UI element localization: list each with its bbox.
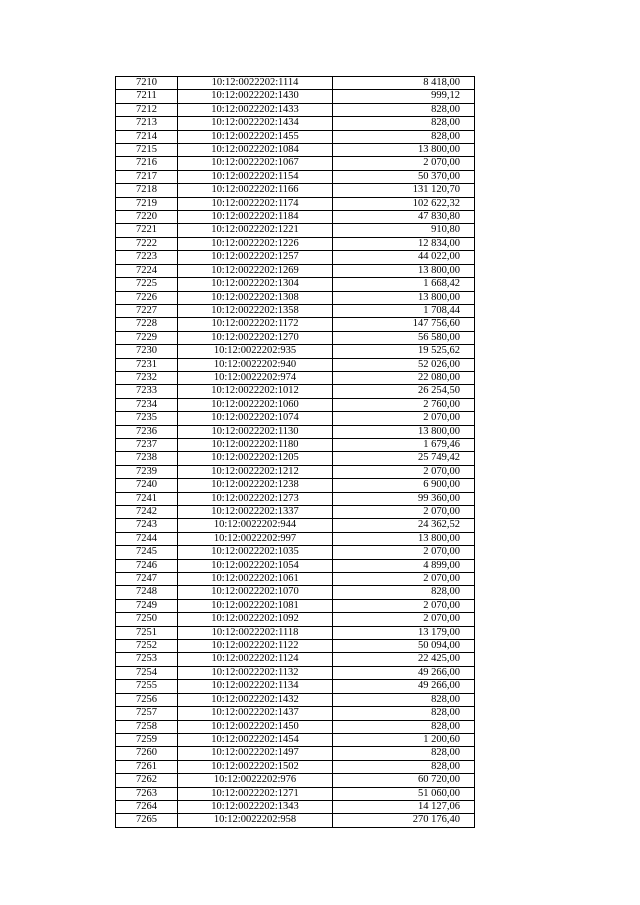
row-number-cell: 7257 [116, 707, 178, 720]
cadastral-number-cell: 10:12:0022202:1074 [178, 412, 333, 425]
row-number-cell: 7241 [116, 492, 178, 505]
value-cell: 4 899,00 [333, 559, 475, 572]
table-row [116, 130, 475, 143]
row-number-cell: 7232 [116, 371, 178, 384]
cadastral-number-cell: 10:12:0022202:1114 [178, 77, 333, 90]
row-number-cell: 7231 [116, 358, 178, 371]
value-cell: 51 060,00 [333, 787, 475, 800]
row-number-cell: 7212 [116, 103, 178, 116]
cadastral-number-cell: 10:12:0022202:1184 [178, 211, 333, 224]
cadastral-number-cell: 10:12:0022202:1092 [178, 613, 333, 626]
value-cell: 2 070,00 [333, 573, 475, 586]
value-cell: 13 179,00 [333, 626, 475, 639]
row-number-cell: 7224 [116, 264, 178, 277]
cadastral-number-cell: 10:12:0022202:1358 [178, 304, 333, 317]
row-number-cell: 7218 [116, 184, 178, 197]
cadastral-number-cell: 10:12:0022202:1070 [178, 586, 333, 599]
row-number-cell: 7223 [116, 251, 178, 264]
row-number-cell: 7262 [116, 774, 178, 787]
cadastral-number-cell: 10:12:0022202:1035 [178, 546, 333, 559]
value-cell: 50 370,00 [333, 170, 475, 183]
row-number-cell: 7216 [116, 157, 178, 170]
cadastral-number-cell: 10:12:0022202:1343 [178, 800, 333, 813]
row-number-cell: 7243 [116, 519, 178, 532]
value-cell: 828,00 [333, 693, 475, 706]
row-number-cell: 7253 [116, 653, 178, 666]
table-row [116, 760, 475, 773]
table-row [116, 666, 475, 679]
value-cell: 828,00 [333, 103, 475, 116]
row-number-cell: 7254 [116, 666, 178, 679]
cadastral-number-cell: 10:12:0022202:1430 [178, 90, 333, 103]
row-number-cell: 7248 [116, 586, 178, 599]
table-row [116, 707, 475, 720]
row-number-cell: 7238 [116, 452, 178, 465]
cadastral-number-cell: 10:12:0022202:1433 [178, 103, 333, 116]
table-row [116, 586, 475, 599]
value-cell: 828,00 [333, 747, 475, 760]
table-row [116, 680, 475, 693]
row-number-cell: 7221 [116, 224, 178, 237]
row-number-cell: 7220 [116, 211, 178, 224]
cadastral-number-cell: 10:12:0022202:1454 [178, 733, 333, 746]
cadastral-number-cell: 10:12:0022202:1124 [178, 653, 333, 666]
row-number-cell: 7227 [116, 304, 178, 317]
value-cell: 49 266,00 [333, 680, 475, 693]
value-cell: 19 525,62 [333, 345, 475, 358]
cadastral-number-cell: 10:12:0022202:1337 [178, 506, 333, 519]
table-row [116, 720, 475, 733]
table-row [116, 733, 475, 746]
cadastral-number-cell: 10:12:0022202:1226 [178, 237, 333, 250]
table-row [116, 412, 475, 425]
cadastral-number-cell: 10:12:0022202:1067 [178, 157, 333, 170]
cadastral-number-cell: 10:12:0022202:1118 [178, 626, 333, 639]
cadastral-number-cell: 10:12:0022202:1238 [178, 479, 333, 492]
row-number-cell: 7235 [116, 412, 178, 425]
value-cell: 50 094,00 [333, 640, 475, 653]
cadastral-number-cell: 10:12:0022202:1221 [178, 224, 333, 237]
value-cell: 828,00 [333, 760, 475, 773]
row-number-cell: 7250 [116, 613, 178, 626]
table-row [116, 211, 475, 224]
row-number-cell: 7225 [116, 278, 178, 291]
cadastral-number-cell: 10:12:0022202:1154 [178, 170, 333, 183]
cadastral-number-cell: 10:12:0022202:940 [178, 358, 333, 371]
table-row [116, 774, 475, 787]
table-row [116, 438, 475, 451]
cadastral-number-cell: 10:12:0022202:1212 [178, 465, 333, 478]
cadastral-number-cell: 10:12:0022202:958 [178, 814, 333, 827]
value-cell: 6 900,00 [333, 479, 475, 492]
cadastral-number-cell: 10:12:0022202:1060 [178, 398, 333, 411]
table-row [116, 653, 475, 666]
table-row [116, 144, 475, 157]
table-row [116, 264, 475, 277]
cadastral-number-cell: 10:12:0022202:1308 [178, 291, 333, 304]
value-cell: 147 756,60 [333, 318, 475, 331]
table-row [116, 304, 475, 317]
table-row [116, 77, 475, 90]
row-number-cell: 7263 [116, 787, 178, 800]
cadastral-number-cell: 10:12:0022202:944 [178, 519, 333, 532]
cadastral-number-cell: 10:12:0022202:1257 [178, 251, 333, 264]
table-row [116, 573, 475, 586]
table-row [116, 532, 475, 545]
table-row [116, 157, 475, 170]
value-cell: 828,00 [333, 707, 475, 720]
row-number-cell: 7210 [116, 77, 178, 90]
row-number-cell: 7237 [116, 438, 178, 451]
row-number-cell: 7256 [116, 693, 178, 706]
table-row [116, 170, 475, 183]
row-number-cell: 7233 [116, 385, 178, 398]
cadastral-number-cell: 10:12:0022202:1270 [178, 331, 333, 344]
cadastral-number-cell: 10:12:0022202:1450 [178, 720, 333, 733]
table-row [116, 103, 475, 116]
table-row [116, 278, 475, 291]
table-row [116, 559, 475, 572]
row-number-cell: 7226 [116, 291, 178, 304]
table-row [116, 626, 475, 639]
cadastral-number-cell: 10:12:0022202:1166 [178, 184, 333, 197]
row-number-cell: 7261 [116, 760, 178, 773]
cadastral-number-cell: 10:12:0022202:1180 [178, 438, 333, 451]
row-number-cell: 7260 [116, 747, 178, 760]
table-row [116, 251, 475, 264]
row-number-cell: 7229 [116, 331, 178, 344]
value-cell: 44 022,00 [333, 251, 475, 264]
cadastral-number-cell: 10:12:0022202:1502 [178, 760, 333, 773]
row-number-cell: 7259 [116, 733, 178, 746]
row-number-cell: 7217 [116, 170, 178, 183]
value-cell: 13 800,00 [333, 264, 475, 277]
cadastral-number-cell: 10:12:0022202:1432 [178, 693, 333, 706]
value-cell: 1 708,44 [333, 304, 475, 317]
table-row [116, 693, 475, 706]
cadastral-number-cell: 10:12:0022202:997 [178, 532, 333, 545]
value-cell: 2 070,00 [333, 412, 475, 425]
value-cell: 49 266,00 [333, 666, 475, 679]
cadastral-number-cell: 10:12:0022202:1455 [178, 130, 333, 143]
value-cell: 14 127,06 [333, 800, 475, 813]
value-cell: 22 080,00 [333, 371, 475, 384]
cadastral-number-cell: 10:12:0022202:974 [178, 371, 333, 384]
row-number-cell: 7236 [116, 425, 178, 438]
cadastral-number-cell: 10:12:0022202:1497 [178, 747, 333, 760]
value-cell: 13 800,00 [333, 291, 475, 304]
row-number-cell: 7234 [116, 398, 178, 411]
table-row [116, 90, 475, 103]
row-number-cell: 7222 [116, 237, 178, 250]
value-cell: 8 418,00 [333, 77, 475, 90]
table-row [116, 425, 475, 438]
value-cell: 828,00 [333, 117, 475, 130]
table-row [116, 345, 475, 358]
row-number-cell: 7240 [116, 479, 178, 492]
table-row [116, 452, 475, 465]
cadastral-number-cell: 10:12:0022202:1134 [178, 680, 333, 693]
value-cell: 2 760,00 [333, 398, 475, 411]
table-row [116, 492, 475, 505]
row-number-cell: 7211 [116, 90, 178, 103]
value-cell: 25 749,42 [333, 452, 475, 465]
value-cell: 99 360,00 [333, 492, 475, 505]
cadastral-number-cell: 10:12:0022202:1084 [178, 144, 333, 157]
table-body [116, 77, 475, 828]
table-row [116, 613, 475, 626]
value-cell: 910,80 [333, 224, 475, 237]
row-number-cell: 7247 [116, 573, 178, 586]
value-cell: 13 800,00 [333, 532, 475, 545]
cadastral-number-cell: 10:12:0022202:1269 [178, 264, 333, 277]
table-row [116, 318, 475, 331]
row-number-cell: 7228 [116, 318, 178, 331]
value-cell: 60 720,00 [333, 774, 475, 787]
table-row [116, 331, 475, 344]
row-number-cell: 7230 [116, 345, 178, 358]
value-cell: 47 830,80 [333, 211, 475, 224]
table-row [116, 640, 475, 653]
row-number-cell: 7258 [116, 720, 178, 733]
cadastral-value-table [115, 76, 475, 828]
value-cell: 828,00 [333, 586, 475, 599]
value-cell: 13 800,00 [333, 144, 475, 157]
table-row [116, 224, 475, 237]
cadastral-number-cell: 10:12:0022202:1273 [178, 492, 333, 505]
table-row [116, 237, 475, 250]
row-number-cell: 7219 [116, 197, 178, 210]
cadastral-number-cell: 10:12:0022202:976 [178, 774, 333, 787]
table-row [116, 184, 475, 197]
row-number-cell: 7265 [116, 814, 178, 827]
table-row [116, 599, 475, 612]
cadastral-number-cell: 10:12:0022202:1205 [178, 452, 333, 465]
value-cell: 999,12 [333, 90, 475, 103]
row-number-cell: 7245 [116, 546, 178, 559]
value-cell: 828,00 [333, 130, 475, 143]
cadastral-number-cell: 10:12:0022202:1172 [178, 318, 333, 331]
row-number-cell: 7249 [116, 599, 178, 612]
value-cell: 13 800,00 [333, 425, 475, 438]
table-row [116, 398, 475, 411]
cadastral-number-cell: 10:12:0022202:1012 [178, 385, 333, 398]
value-cell: 102 622,32 [333, 197, 475, 210]
value-cell: 12 834,00 [333, 237, 475, 250]
row-number-cell: 7215 [116, 144, 178, 157]
table-row [116, 479, 475, 492]
cadastral-number-cell: 10:12:0022202:1081 [178, 599, 333, 612]
value-cell: 2 070,00 [333, 465, 475, 478]
value-cell: 52 026,00 [333, 358, 475, 371]
value-cell: 2 070,00 [333, 613, 475, 626]
value-cell: 56 580,00 [333, 331, 475, 344]
value-cell: 1 668,42 [333, 278, 475, 291]
row-number-cell: 7264 [116, 800, 178, 813]
cadastral-number-cell: 10:12:0022202:1434 [178, 117, 333, 130]
value-cell: 1 679,46 [333, 438, 475, 451]
table-row [116, 787, 475, 800]
table-row [116, 358, 475, 371]
table-row [116, 117, 475, 130]
value-cell: 270 176,40 [333, 814, 475, 827]
table-row [116, 465, 475, 478]
cadastral-number-cell: 10:12:0022202:1132 [178, 666, 333, 679]
value-cell: 26 254,50 [333, 385, 475, 398]
row-number-cell: 7251 [116, 626, 178, 639]
table-row [116, 546, 475, 559]
cadastral-number-cell: 10:12:0022202:1437 [178, 707, 333, 720]
value-cell: 2 070,00 [333, 599, 475, 612]
value-cell: 24 362,52 [333, 519, 475, 532]
cadastral-number-cell: 10:12:0022202:1122 [178, 640, 333, 653]
row-number-cell: 7214 [116, 130, 178, 143]
cadastral-number-cell: 10:12:0022202:1271 [178, 787, 333, 800]
row-number-cell: 7213 [116, 117, 178, 130]
row-number-cell: 7242 [116, 506, 178, 519]
value-cell: 2 070,00 [333, 157, 475, 170]
value-cell: 828,00 [333, 720, 475, 733]
cadastral-number-cell: 10:12:0022202:1304 [178, 278, 333, 291]
cadastral-number-cell: 10:12:0022202:1130 [178, 425, 333, 438]
cadastral-number-cell: 10:12:0022202:1061 [178, 573, 333, 586]
row-number-cell: 7255 [116, 680, 178, 693]
cadastral-number-cell: 10:12:0022202:1054 [178, 559, 333, 572]
value-cell: 2 070,00 [333, 546, 475, 559]
table-row [116, 506, 475, 519]
value-cell: 131 120,70 [333, 184, 475, 197]
row-number-cell: 7244 [116, 532, 178, 545]
value-cell: 22 425,00 [333, 653, 475, 666]
table-row [116, 814, 475, 827]
table-row [116, 385, 475, 398]
table-row [116, 800, 475, 813]
table-row [116, 291, 475, 304]
cadastral-number-cell: 10:12:0022202:935 [178, 345, 333, 358]
table-row [116, 371, 475, 384]
value-cell: 2 070,00 [333, 506, 475, 519]
table-row [116, 747, 475, 760]
cadastral-number-cell: 10:12:0022202:1174 [178, 197, 333, 210]
value-cell: 1 200,60 [333, 733, 475, 746]
table-row [116, 519, 475, 532]
row-number-cell: 7239 [116, 465, 178, 478]
row-number-cell: 7246 [116, 559, 178, 572]
row-number-cell: 7252 [116, 640, 178, 653]
table-row [116, 197, 475, 210]
